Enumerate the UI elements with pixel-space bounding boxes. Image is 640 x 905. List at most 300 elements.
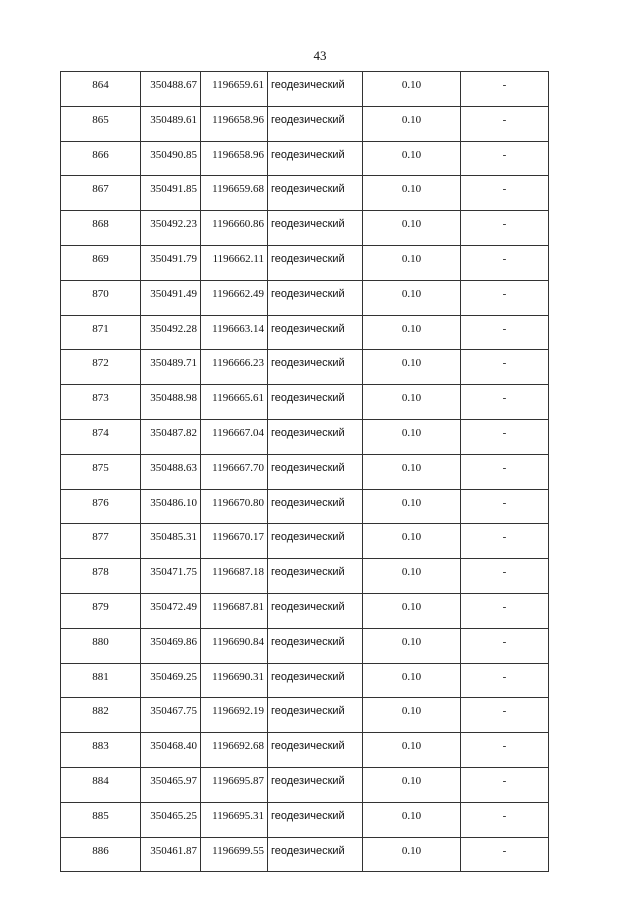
x-coordinate-cell (141, 663, 201, 698)
point-number-cell (61, 698, 141, 733)
point-number-cell-text: 885 (92, 809, 109, 822)
x-coordinate-cell-text: 350485.31 (150, 531, 197, 544)
y-coordinate-cell-text: 1196692.68 (212, 740, 264, 753)
x-coordinate-cell-text: 350488.67 (150, 79, 197, 91)
accuracy-cell (363, 106, 461, 141)
method-cell-text: геодезический (271, 740, 345, 753)
y-coordinate-cell-text: 1196659.61 (212, 79, 264, 91)
accuracy-cell-text: 0.10 (401, 183, 422, 196)
note-cell-text: - (502, 635, 507, 648)
method-cell (268, 106, 363, 141)
note-cell (461, 280, 549, 315)
y-coordinate-cell-text: 1196666.23 (212, 357, 264, 370)
point-number-cell (61, 524, 141, 559)
y-coordinate-cell (201, 350, 268, 385)
note-cell (461, 698, 549, 733)
point-number-cell-text: 877 (92, 531, 109, 544)
x-coordinate-cell-text: 350489.71 (150, 357, 197, 370)
accuracy-cell (363, 419, 461, 454)
y-coordinate-cell-text: 1196687.18 (212, 566, 264, 579)
x-coordinate-cell (141, 72, 201, 107)
method-cell (268, 280, 363, 315)
x-coordinate-cell (141, 141, 201, 176)
method-cell-text: геодезический (271, 287, 345, 300)
note-cell-text: - (502, 461, 507, 474)
point-number-cell-text: 884 (92, 774, 109, 787)
note-cell-text: - (502, 183, 507, 196)
note-cell (461, 141, 549, 176)
accuracy-cell-text: 0.10 (401, 705, 422, 718)
accuracy-cell (363, 593, 461, 628)
y-coordinate-cell-text: 1196660.86 (212, 218, 264, 231)
note-cell-text: - (502, 79, 507, 91)
point-number-cell (61, 245, 141, 280)
note-cell (461, 559, 549, 594)
point-number-cell-text: 870 (92, 287, 109, 300)
accuracy-cell-text: 0.10 (401, 426, 422, 439)
x-coordinate-cell-text: 350488.98 (150, 392, 197, 405)
x-coordinate-cell (141, 767, 201, 802)
note-cell-text: - (502, 705, 507, 718)
y-coordinate-cell-text: 1196663.14 (212, 322, 264, 335)
y-coordinate-cell-text: 1196695.87 (212, 774, 264, 787)
point-number-cell-text: 878 (92, 566, 109, 579)
x-coordinate-cell (141, 524, 201, 559)
y-coordinate-cell-text: 1196667.70 (212, 461, 264, 474)
accuracy-cell (363, 385, 461, 420)
method-cell-text: геодезический (271, 252, 345, 265)
method-cell (268, 419, 363, 454)
table-row (61, 663, 549, 698)
point-number-cell-text: 874 (92, 426, 109, 439)
note-cell (461, 419, 549, 454)
point-number-cell-text: 867 (92, 183, 109, 196)
y-coordinate-cell-text: 1196692.19 (212, 705, 264, 718)
method-cell (268, 211, 363, 246)
accuracy-cell (363, 315, 461, 350)
accuracy-cell-text: 0.10 (401, 740, 422, 753)
accuracy-cell (363, 802, 461, 837)
x-coordinate-cell (141, 315, 201, 350)
x-coordinate-cell (141, 385, 201, 420)
point-number-cell-text: 866 (92, 148, 109, 161)
x-coordinate-cell (141, 593, 201, 628)
point-number-cell-text: 865 (92, 113, 109, 126)
point-number-cell (61, 767, 141, 802)
point-number-cell (61, 280, 141, 315)
y-coordinate-cell (201, 837, 268, 872)
y-coordinate-cell (201, 559, 268, 594)
note-cell-text: - (502, 844, 507, 857)
note-cell (461, 802, 549, 837)
point-number-cell-text: 864 (92, 79, 109, 91)
y-coordinate-cell (201, 698, 268, 733)
y-coordinate-cell (201, 524, 268, 559)
y-coordinate-cell (201, 315, 268, 350)
note-cell (461, 628, 549, 663)
method-cell (268, 524, 363, 559)
note-cell-text: - (502, 113, 507, 126)
point-number-cell (61, 141, 141, 176)
note-cell-text: - (502, 426, 507, 439)
accuracy-cell (363, 72, 461, 107)
y-coordinate-cell (201, 211, 268, 246)
accuracy-cell-text: 0.10 (401, 809, 422, 822)
method-cell-text: геодезический (271, 79, 345, 91)
accuracy-cell (363, 489, 461, 524)
note-cell (461, 72, 549, 107)
note-cell (461, 106, 549, 141)
method-cell-text: геодезический (271, 531, 345, 544)
y-coordinate-cell (201, 733, 268, 768)
point-number-cell-text: 873 (92, 392, 109, 405)
note-cell (461, 837, 549, 872)
accuracy-cell (363, 698, 461, 733)
point-number-cell-text: 883 (92, 740, 109, 753)
accuracy-cell (363, 245, 461, 280)
accuracy-cell (363, 663, 461, 698)
x-coordinate-cell-text: 350487.82 (150, 426, 197, 439)
y-coordinate-cell (201, 385, 268, 420)
accuracy-cell-text: 0.10 (401, 287, 422, 300)
x-coordinate-cell-text: 350465.97 (150, 774, 197, 787)
table-row (61, 315, 549, 350)
method-cell-text: геодезический (271, 357, 345, 370)
note-cell-text: - (502, 531, 507, 544)
note-cell (461, 593, 549, 628)
point-number-cell-text: 881 (92, 670, 109, 683)
x-coordinate-cell-text: 350469.25 (150, 670, 197, 683)
note-cell-text: - (502, 670, 507, 683)
x-coordinate-cell (141, 211, 201, 246)
accuracy-cell (363, 628, 461, 663)
accuracy-cell-text: 0.10 (401, 79, 422, 91)
y-coordinate-cell-text: 1196670.17 (212, 531, 264, 544)
point-number-cell (61, 106, 141, 141)
method-cell-text: геодезический (271, 218, 345, 231)
method-cell-text: геодезический (271, 566, 345, 579)
y-coordinate-cell (201, 628, 268, 663)
point-number-cell (61, 837, 141, 872)
note-cell (461, 211, 549, 246)
x-coordinate-cell (141, 802, 201, 837)
point-number-cell (61, 350, 141, 385)
x-coordinate-cell-text: 350461.87 (150, 844, 197, 857)
y-coordinate-cell (201, 72, 268, 107)
table-row (61, 767, 549, 802)
accuracy-cell (363, 559, 461, 594)
note-cell (461, 524, 549, 559)
point-number-cell (61, 419, 141, 454)
method-cell-text: геодезический (271, 844, 345, 857)
accuracy-cell (363, 211, 461, 246)
method-cell (268, 176, 363, 211)
point-number-cell (61, 176, 141, 211)
method-cell (268, 141, 363, 176)
point-number-cell (61, 72, 141, 107)
accuracy-cell-text: 0.10 (401, 496, 422, 509)
x-coordinate-cell-text: 350471.75 (150, 566, 197, 579)
point-number-cell (61, 211, 141, 246)
accuracy-cell (363, 733, 461, 768)
accuracy-cell-text: 0.10 (401, 322, 422, 335)
y-coordinate-cell-text: 1196658.96 (212, 148, 264, 161)
table-row (61, 698, 549, 733)
x-coordinate-cell (141, 559, 201, 594)
method-cell-text: геодезический (271, 496, 345, 509)
method-cell-text: геодезический (271, 600, 345, 613)
point-number-cell (61, 489, 141, 524)
note-cell (461, 454, 549, 489)
point-number-cell (61, 315, 141, 350)
method-cell (268, 245, 363, 280)
method-cell-text: геодезический (271, 635, 345, 648)
accuracy-cell (363, 280, 461, 315)
x-coordinate-cell (141, 489, 201, 524)
accuracy-cell-text: 0.10 (401, 774, 422, 787)
method-cell (268, 350, 363, 385)
accuracy-cell-text: 0.10 (401, 844, 422, 857)
accuracy-cell (363, 454, 461, 489)
x-coordinate-cell-text: 350469.86 (150, 635, 197, 648)
note-cell-text: - (502, 566, 507, 579)
x-coordinate-cell-text: 350491.85 (150, 183, 197, 196)
y-coordinate-cell-text: 1196665.61 (212, 392, 264, 405)
method-cell (268, 454, 363, 489)
note-cell-text: - (502, 252, 507, 265)
note-cell-text: - (502, 809, 507, 822)
table-row (61, 628, 549, 663)
note-cell (461, 315, 549, 350)
accuracy-cell (363, 350, 461, 385)
x-coordinate-cell (141, 245, 201, 280)
note-cell (461, 767, 549, 802)
point-number-cell-text: 875 (92, 461, 109, 474)
method-cell-text: геодезический (271, 148, 345, 161)
method-cell (268, 628, 363, 663)
y-coordinate-cell-text: 1196687.81 (212, 600, 264, 613)
y-coordinate-cell (201, 106, 268, 141)
x-coordinate-cell-text: 350467.75 (150, 705, 197, 718)
method-cell (268, 593, 363, 628)
table-row (61, 489, 549, 524)
note-cell-text: - (502, 287, 507, 300)
accuracy-cell (363, 524, 461, 559)
y-coordinate-cell (201, 245, 268, 280)
method-cell (268, 489, 363, 524)
point-number-cell (61, 628, 141, 663)
table-row (61, 106, 549, 141)
accuracy-cell (363, 837, 461, 872)
y-coordinate-cell (201, 176, 268, 211)
accuracy-cell-text: 0.10 (401, 635, 422, 648)
method-cell-text: геодезический (271, 705, 345, 718)
x-coordinate-cell (141, 350, 201, 385)
method-cell (268, 72, 363, 107)
y-coordinate-cell (201, 419, 268, 454)
point-number-cell-text: 879 (92, 600, 109, 613)
point-number-cell-text: 868 (92, 218, 109, 231)
x-coordinate-cell-text: 350486.10 (150, 496, 197, 509)
point-number-cell-text: 876 (92, 496, 109, 509)
y-coordinate-cell (201, 767, 268, 802)
method-cell (268, 559, 363, 594)
note-cell-text: - (502, 392, 507, 405)
note-cell (461, 245, 549, 280)
method-cell-text: геодезический (271, 392, 345, 405)
y-coordinate-cell (201, 593, 268, 628)
note-cell (461, 176, 549, 211)
x-coordinate-cell-text: 350489.61 (150, 113, 197, 126)
accuracy-cell-text: 0.10 (401, 392, 422, 405)
table-row (61, 176, 549, 211)
table-row (61, 593, 549, 628)
table-row (61, 837, 549, 872)
accuracy-cell-text: 0.10 (401, 531, 422, 544)
y-coordinate-cell-text: 1196670.80 (212, 496, 264, 509)
note-cell (461, 489, 549, 524)
x-coordinate-cell (141, 106, 201, 141)
point-number-cell-text: 872 (92, 357, 109, 370)
note-cell-text: - (502, 496, 507, 509)
x-coordinate-cell (141, 837, 201, 872)
x-coordinate-cell-text: 350490.85 (150, 148, 197, 161)
x-coordinate-cell (141, 419, 201, 454)
table-row (61, 454, 549, 489)
table-row (61, 524, 549, 559)
note-cell-text: - (502, 218, 507, 231)
x-coordinate-cell-text: 350465.25 (150, 809, 197, 822)
y-coordinate-cell-text: 1196658.96 (212, 113, 264, 126)
y-coordinate-cell (201, 489, 268, 524)
method-cell (268, 663, 363, 698)
point-number-cell (61, 559, 141, 594)
y-coordinate-cell-text: 1196662.11 (212, 252, 264, 265)
note-cell-text: - (502, 357, 507, 370)
method-cell (268, 315, 363, 350)
y-coordinate-cell-text: 1196690.31 (212, 670, 264, 683)
note-cell (461, 663, 549, 698)
coordinates-table-body (61, 72, 549, 872)
note-cell-text: - (502, 740, 507, 753)
note-cell-text: - (502, 774, 507, 787)
accuracy-cell-text: 0.10 (401, 600, 422, 613)
y-coordinate-cell-text: 1196662.49 (212, 287, 264, 300)
accuracy-cell (363, 141, 461, 176)
method-cell (268, 767, 363, 802)
table-row (61, 733, 549, 768)
method-cell (268, 733, 363, 768)
x-coordinate-cell-text: 350492.28 (150, 322, 197, 335)
accuracy-cell-text: 0.10 (401, 566, 422, 579)
method-cell-text: геодезический (271, 461, 345, 474)
method-cell-text: геодезический (271, 322, 345, 335)
accuracy-cell (363, 176, 461, 211)
table-row (61, 802, 549, 837)
note-cell (461, 733, 549, 768)
point-number-cell-text: 882 (92, 705, 109, 718)
method-cell (268, 837, 363, 872)
x-coordinate-cell (141, 733, 201, 768)
table-row (61, 350, 549, 385)
table-row (61, 72, 549, 107)
accuracy-cell (363, 767, 461, 802)
note-cell-text: - (502, 148, 507, 161)
x-coordinate-cell (141, 698, 201, 733)
y-coordinate-cell-text: 1196699.55 (212, 844, 264, 857)
y-coordinate-cell-text: 1196690.84 (212, 635, 264, 648)
point-number-cell (61, 733, 141, 768)
method-cell (268, 698, 363, 733)
y-coordinate-cell-text: 1196659.68 (212, 183, 264, 196)
note-cell (461, 385, 549, 420)
y-coordinate-cell (201, 454, 268, 489)
point-number-cell (61, 663, 141, 698)
y-coordinate-cell (201, 141, 268, 176)
accuracy-cell-text: 0.10 (401, 357, 422, 370)
method-cell-text: геодезический (271, 670, 345, 683)
y-coordinate-cell (201, 663, 268, 698)
point-number-cell (61, 593, 141, 628)
point-number-cell-text: 871 (92, 322, 109, 335)
accuracy-cell-text: 0.10 (401, 113, 422, 126)
note-cell (461, 350, 549, 385)
y-coordinate-cell (201, 802, 268, 837)
y-coordinate-cell-text: 1196667.04 (212, 426, 264, 439)
accuracy-cell-text: 0.10 (401, 461, 422, 474)
note-cell-text: - (502, 600, 507, 613)
accuracy-cell-text: 0.10 (401, 218, 422, 231)
x-coordinate-cell (141, 176, 201, 211)
x-coordinate-cell-text: 350492.23 (150, 218, 197, 231)
table-row (61, 559, 549, 594)
method-cell (268, 385, 363, 420)
method-cell-text: геодезический (271, 183, 345, 196)
x-coordinate-cell (141, 454, 201, 489)
coordinates-table (60, 71, 549, 872)
page-number: 43 (313, 48, 327, 63)
point-number-cell (61, 802, 141, 837)
point-number-cell (61, 385, 141, 420)
y-coordinate-cell-text: 1196695.31 (212, 809, 264, 822)
method-cell-text: геодезический (271, 113, 345, 126)
point-number-cell (61, 454, 141, 489)
x-coordinate-cell-text: 350488.63 (150, 461, 197, 474)
x-coordinate-cell-text: 350468.40 (150, 740, 197, 753)
accuracy-cell-text: 0.10 (401, 252, 422, 265)
table-row (61, 419, 549, 454)
point-number-cell-text: 880 (92, 635, 109, 648)
table-row (61, 141, 549, 176)
x-coordinate-cell-text: 350491.49 (150, 287, 197, 300)
method-cell-text: геодезический (271, 774, 345, 787)
x-coordinate-cell-text: 350491.79 (150, 252, 197, 265)
table-row (61, 385, 549, 420)
x-coordinate-cell (141, 280, 201, 315)
table-row (61, 245, 549, 280)
y-coordinate-cell (201, 280, 268, 315)
method-cell-text: геодезический (271, 426, 345, 439)
method-cell-text: геодезический (271, 809, 345, 822)
x-coordinate-cell (141, 628, 201, 663)
note-cell-text: - (502, 322, 507, 335)
point-number-cell-text: 869 (92, 252, 109, 265)
x-coordinate-cell-text: 350472.49 (150, 600, 197, 613)
accuracy-cell-text: 0.10 (401, 148, 422, 161)
accuracy-cell-text: 0.10 (401, 670, 422, 683)
table-row (61, 280, 549, 315)
point-number-cell-text: 886 (92, 844, 109, 857)
